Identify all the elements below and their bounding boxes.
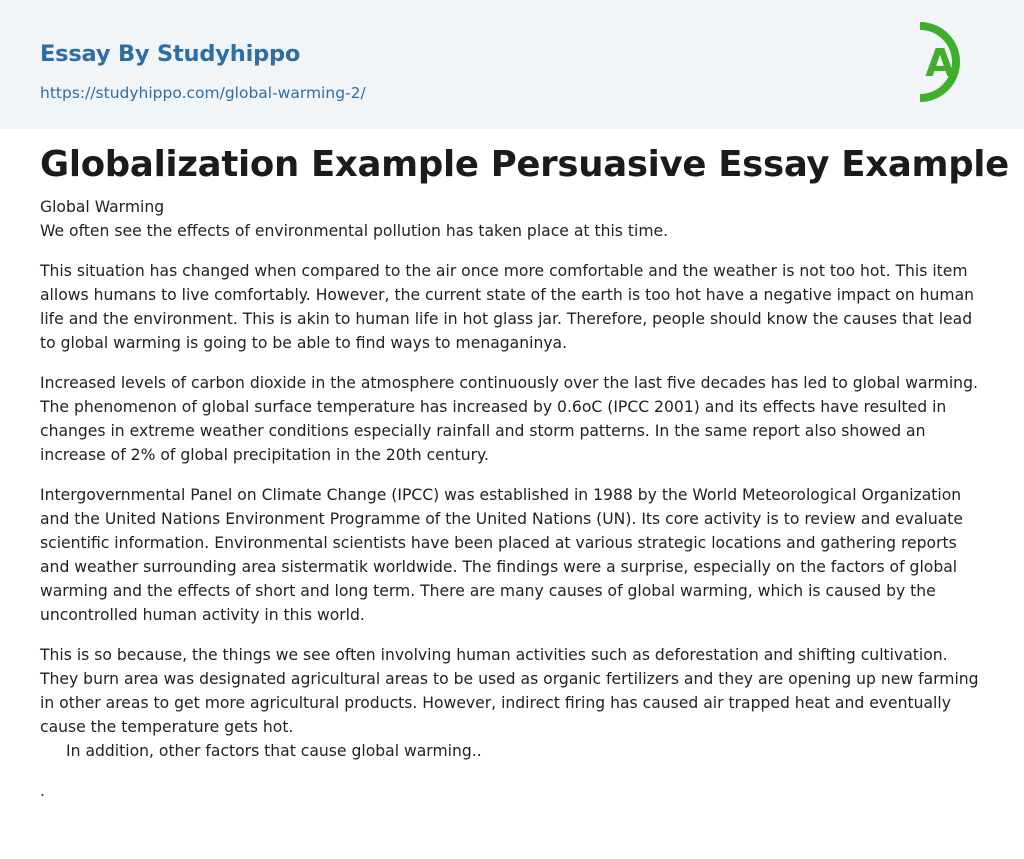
intro-block (40, 195, 990, 243)
paragraph: Intergovernmental Panel on Climate Change (IPCC) was established in 1988 by the World Meteorological Organization and the United Nations Environment Programme of the United Nations (UN). Its core activity is to review and evaluate scientific information. Environmental scientists have been placed at various strategic locations and gathering reports and weather surrounding area sistermatik worldwide. The findings were a surprise, especially on the factors of global warming and the effects of short and long term. There are many causes of global warming, which is caused by the uncontrolled human activity in this world. (40, 486, 963, 624)
studyhippo-logo-icon[interactable] (910, 16, 990, 108)
paragraph: Increased levels of carbon dioxide in the atmosphere continuously over the last five decades has led to global warming. The phenomenon of global surface temperature has increased by 0.6oC (IPCC 2001) and its effects have resulted in changes in extreme weather conditions especially rainfall and storm patterns. In the same report also showed an increase of 2% of global precipitation in the 20th century. (40, 374, 978, 464)
page-title: Globalization Example Persuasive Essay Example (40, 144, 1009, 185)
article-body (40, 195, 990, 819)
article-url-link[interactable]: https://studyhippo.com/global-warming-2/ (40, 84, 366, 102)
indented-line: In addition, other factors that cause global warming.. (66, 742, 482, 760)
paragraph: This is so because, the things we see often involving human activities such as deforestation and shifting cultivation. They burn area was designated agricultural areas to be used as organic fertilizers and they are opening up new farming in other areas to get more agricultural products. However, indirect firing has caused air trapped heat and eventually cause the temperature gets hot. (40, 646, 979, 736)
trailing-text: . (40, 782, 45, 800)
logo-letter: A (925, 41, 955, 85)
paragraph: This situation has changed when compared to the air once more comfortable and the weather is not too hot. This item allows humans to live comfortably. However, the current state of the earth is too hot have a negative impact on human life and the environment. This is akin to human life in hot glass jar. Therefore, people should know the causes that lead to global warming is going to be able to find ways to menaganinya. (40, 262, 975, 352)
article-subtitle: Global Warming (40, 198, 165, 216)
brand-name[interactable]: Essay By Studyhippo (40, 41, 301, 67)
paragraph-block (40, 643, 990, 763)
site-header (0, 0, 1024, 129)
intro-text: We often see the effects of environmental pollution has taken place at this time. (40, 222, 669, 240)
